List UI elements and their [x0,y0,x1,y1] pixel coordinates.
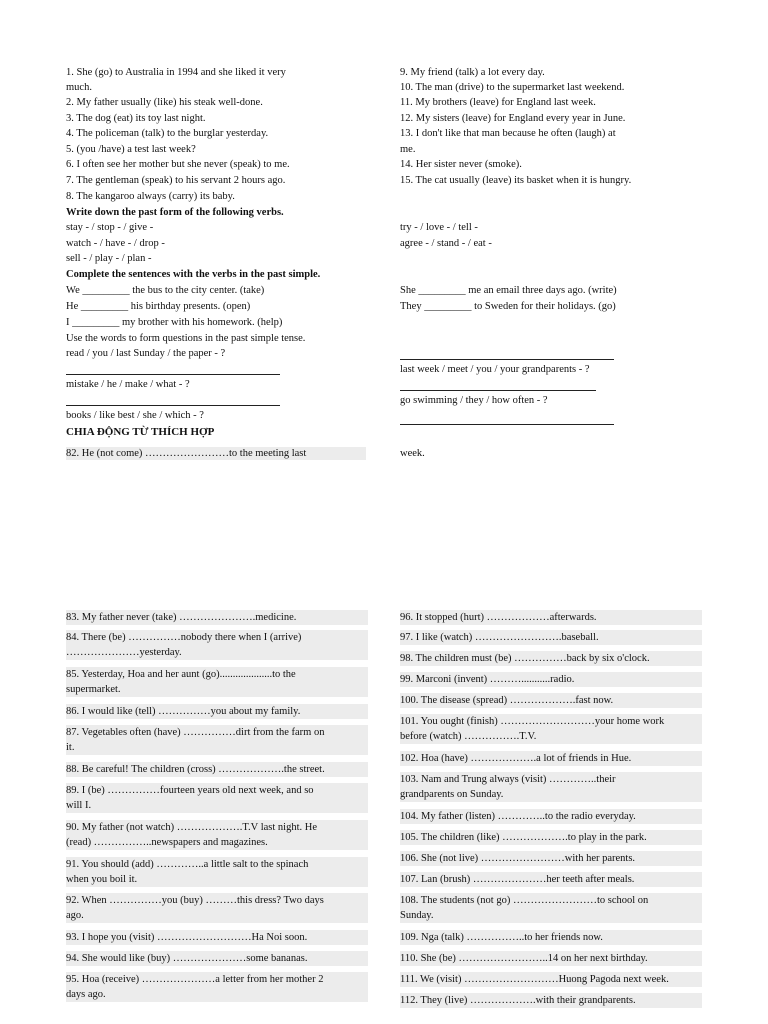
answer-line [400,424,614,425]
exercise-item [400,772,702,802]
exercise-line: 95. Hoa (receive) …………………a letter from her mother 2 [66,974,324,985]
exercise-item [400,993,702,1008]
exercise-line: 88. Be careful! The children (cross) ……………….the street. [66,764,325,775]
exercise-item [400,651,702,666]
exercise-line: 2. My father usually (like) his steak well-done. [66,97,263,108]
exercise-line: 14. Her sister never (smoke). [400,159,522,170]
exercise-item [400,930,702,945]
question-prompt: mistake / he / make / what - ? [66,379,190,390]
exercise-line: 103. Nam and Trung always (visit) …………..their [400,774,616,785]
exercise-line: 10. The man (drive) to the supermarket last weekend. [400,82,625,93]
answer-line [66,374,280,375]
exercise-item [66,630,368,660]
exercise-item [400,751,702,766]
instruction-text: Use the words to form questions in the past simple tense. [66,333,306,344]
verb-row: sell - / play - / plan - [66,253,152,264]
exercise-item [400,610,702,625]
exercise-item [66,972,368,1002]
exercise-line: 9. My friend (talk) a lot every day. [400,67,545,78]
question-prompt: read / you / last Sunday / the paper - ? [66,348,226,359]
exercise-line: 106. She (not live) ……………………with her parents. [400,853,636,864]
exercise-line: 89. I (be) ……………fourteen years old next week, and so [66,785,314,796]
exercise-item [66,762,368,777]
exercise-line: will I. [66,800,92,811]
exercise-item [400,893,702,923]
exercise-line: 101. You ought (finish) ………………………your home work [400,716,665,727]
sentence-line: He _________ his birthday presents. (open) [66,301,251,312]
exercise-line: 92. When ……………you (buy) ………this dress? Two days [66,895,324,906]
exercise-line: before (watch) …………….T.V. [400,731,537,742]
section-heading-past-simple: Complete the sentences with the verbs in the past simple. [66,269,321,280]
exercise-item [400,830,702,845]
question-prompt: go swimming / they / how often - ? [400,395,548,406]
exercise-line: 83. My father never (take) ………………….medicine. [66,612,297,623]
exercise-line: 1. She (go) to Australia in 1994 and she liked it very [66,67,286,78]
exercise-line: 91. You should (add) …………..a little salt to the spinach [66,859,309,870]
exercise-item [66,893,368,923]
exercise-line: grandparents on Sunday. [400,789,504,800]
exercise-line: me. [400,144,416,155]
exercise-line: 111. We (visit) ………………………Huong Pagoda next week. [400,974,669,985]
answer-line [66,405,280,406]
exercise-item [66,783,368,813]
exercise-line: days ago. [66,989,106,1000]
section-heading-past-form: Write down the past form of the following verbs. [66,207,284,218]
exercise-line: 110. She (be) ……………………..14 on her next birthday. [400,953,648,964]
exercise-item [66,951,368,966]
exercise-line: 86. I would like (tell) ……………you about my family. [66,706,301,717]
exercise-line: 94. She would like (buy) …………………some bananas. [66,953,308,964]
exercise-line: ago. [66,910,84,921]
sentence-line: I _________ my brother with his homework. (help) [66,317,283,328]
exercise-line: 104. My father (listen) …………..to the radio everyday. [400,811,636,822]
exercise-line: …………………yesterday. [66,647,182,658]
exercise-line: 100. The disease (spread) ……………….fast now. [400,695,614,706]
question-prompt: books / like best / she / which - ? [66,410,204,421]
exercise-line: 107. Lan (brush) …………………her teeth after meals. [400,874,635,885]
exercise-item [66,725,368,755]
verb-row: try - / love - / tell - [400,222,478,233]
exercise-line: 3. The dog (eat) its toy last night. [66,113,206,124]
exercise-line: 98. The children must (be) ……………back by six o'clock. [400,653,650,664]
exercise-item [66,857,368,887]
exercise-line: 96. It stopped (hurt) ………………afterwards. [400,612,597,623]
exercise-item [66,667,368,697]
exercise-item [400,851,702,866]
exercise-line: Sunday. [400,910,434,921]
exercise-item [66,820,368,850]
exercise-line: when you boil it. [66,874,138,885]
exercise-line: 102. Hoa (have) ……………….a lot of friends in Hue. [400,753,632,764]
exercise-line: 11. My brothers (leave) for England last week. [400,97,596,108]
exercise-line: 7. The gentleman (speak) to his servant 2 hours ago. [66,175,286,186]
answer-line [400,390,596,391]
exercise-line: 15. The cat usually (leave) its basket when it is hungry. [400,175,632,186]
section-heading-chia-dong-tu: CHIA ĐỘNG TỪ THÍCH HỢP [66,426,215,438]
exercise-line: it. [66,742,75,753]
exercise-item [400,630,702,645]
exercise-line: 97. I like (watch) …………………….baseball. [400,632,599,643]
verb-row: stay - / stop - / give - [66,222,154,233]
sentence-line: They _________ to Sweden for their holidays. (go) [400,301,616,312]
exercise-82: 82. He (not come) ……………………to the meeting last [66,447,366,460]
exercise-line: supermarket. [66,684,121,695]
exercise-item [400,972,702,987]
exercise-item [400,872,702,887]
exercise-line: 105. The children (like) ……………….to play in the park. [400,832,647,843]
exercise-item [400,714,702,744]
exercise-line: 6. I often see her mother but she never (speak) to me. [66,159,290,170]
exercise-item [66,610,368,625]
exercise-line: 90. My father (not watch) ……………….T.V last night. He [66,822,317,833]
exercise-line: 8. The kangaroo always (carry) its baby. [66,191,235,202]
exercise-line: 84. There (be) ……………nobody there when I (arrive) [66,632,302,643]
exercise-line: 12. My sisters (leave) for England every year in June. [400,113,626,124]
exercise-item [400,693,702,708]
sentence-line: We _________ the bus to the city center. (take) [66,285,265,296]
exercise-line: 4. The policeman (talk) to the burglar yesterday. [66,128,269,139]
exercise-line: 112. They (live) ……………….with their grandparents. [400,995,636,1006]
exercise-line: 85. Yesterday, Hoa and her aunt (go)....................to the [66,669,296,680]
exercise-82-continuation: week. [400,448,425,459]
answer-line [400,359,614,360]
exercise-item [400,672,702,687]
exercise-line: 87. Vegetables often (have) ……………dirt from the farm on [66,727,325,738]
question-prompt: last week / meet / you / your grandparents - ? [400,364,590,375]
exercise-line: 108. The students (not go) ……………………to school on [400,895,649,906]
exercise-item [400,809,702,824]
exercise-item [66,930,368,945]
exercise-line: 99. Marconi (invent) ………...........radio. [400,674,575,685]
exercise-line: 109. Nga (talk) ……………..to her friends now. [400,932,603,943]
exercise-line: much. [66,82,92,93]
verb-row: watch - / have - / drop - [66,238,165,249]
exercise-line: (read) ……………..newspapers and magazines. [66,837,268,848]
exercise-line: 93. I hope you (visit) ………………………Ha Noi soon. [66,932,308,943]
exercise-item [66,704,368,719]
verb-row: agree - / stand - / eat - [400,238,492,249]
sentence-line: She _________ me an email three days ago. (write) [400,285,617,296]
exercise-line: 5. (you /have) a test last week? [66,144,196,155]
exercise-line: 13. I don't like that man because he often (laugh) at [400,128,616,139]
exercise-item [400,951,702,966]
